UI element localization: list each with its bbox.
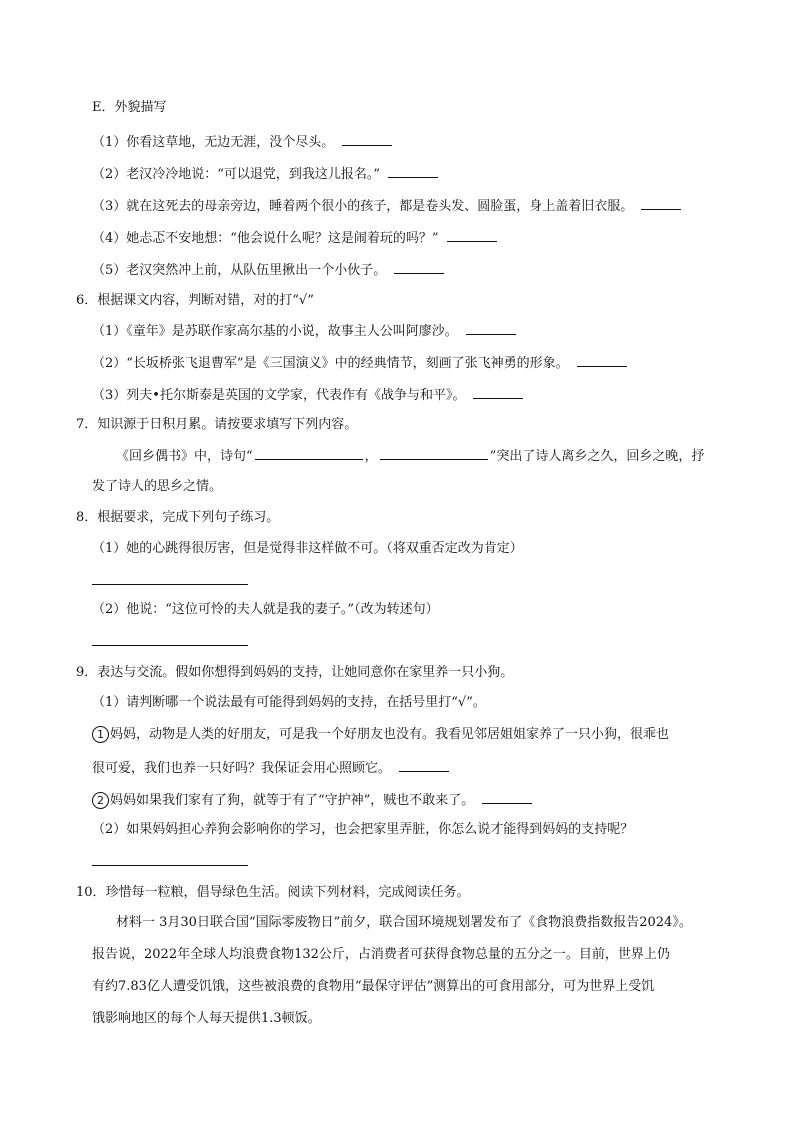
answer-blank[interactable] bbox=[399, 758, 449, 772]
q5-item-3: （3）就在这死去的母亲旁边，睡着两个很小的孩子，都是卷头发、圆脸蛋，身上盖着旧衣服。 bbox=[92, 196, 681, 216]
answer-blank[interactable] bbox=[577, 353, 627, 367]
q5-item-1: （1）你看这草地，无边无涯，没个尽头。 bbox=[92, 132, 392, 152]
q10-material-line-3: 有约7.83亿人遭受饥饿，这些被浪费的食物用“最保守评估”测算出的可食用部分，可为世界上受饥 bbox=[92, 979, 655, 994]
q10-stem: 10．珍惜每一粒粮，倡导绿色生活。阅读下列材料，完成阅读任务。 bbox=[76, 885, 470, 900]
answer-blank[interactable] bbox=[466, 321, 516, 335]
q8-item-2: （2）他说：“这位可怜的夫人就是我的妻子。”（改为转述句） bbox=[92, 602, 439, 617]
answer-line-q8-1[interactable] bbox=[92, 584, 248, 585]
circled-number-2: 2 bbox=[92, 792, 109, 809]
q9-stem: 9．表达与交流。假如你想得到妈妈的支持，让她同意你在家里养一只小狗。 bbox=[76, 665, 514, 680]
q5-item-2: （2）老汉冷冷地说：“可以退党，到我这儿报名。” bbox=[92, 164, 438, 184]
answer-blank[interactable] bbox=[394, 260, 444, 274]
q9-option-1: 1 妈妈，动物是人类的好朋友，可是我一个好朋友也没有。我看见邻居姐姐家养了一只小狗，很乖也 bbox=[92, 726, 669, 744]
answer-blank[interactable] bbox=[473, 385, 523, 399]
q10-material-line-1: 材料一 3月30日联合国“国际零废物日”前夕，联合国环境规划署发布了《食物浪费指数报告2024》。 bbox=[116, 915, 692, 930]
q9-sub-1: （1）请判断哪一个说法最有可能得到妈妈的支持，在括号里打“√”。 bbox=[92, 695, 486, 710]
q6-item-3: （3）列夫•托尔斯泰是英国的文学家，代表作有《战争与和平》。 bbox=[92, 385, 523, 405]
q10-material-line-4: 饿影响地区的每个人每天提供1.3顿饭。 bbox=[92, 1011, 321, 1026]
answer-blank[interactable] bbox=[447, 228, 497, 242]
circled-number-1: 1 bbox=[92, 726, 109, 743]
q6-item-2: （2）“长坂桥张飞退曹军”是《三国演义》中的经典情节，刻画了张飞神勇的形象。 bbox=[92, 353, 627, 373]
answer-blank[interactable] bbox=[641, 196, 681, 210]
poem-blank-1[interactable] bbox=[255, 446, 363, 460]
q8-item-1: （1）她的心跳得很厉害，但是觉得非这样做不可。（将双重否定改为肯定） bbox=[92, 541, 523, 556]
answer-blank[interactable] bbox=[482, 790, 532, 804]
answer-line-q8-2[interactable] bbox=[92, 645, 248, 646]
poem-blank-2[interactable] bbox=[380, 446, 488, 460]
q7-stem: 7．知识源于日积月累。请按要求填写下列内容。 bbox=[76, 417, 358, 432]
answer-line-q9-2[interactable] bbox=[92, 865, 248, 866]
q6-item-1: （1）《童年》是苏联作家高尔基的小说，故事主人公叫阿廖沙。 bbox=[92, 321, 516, 341]
q7-line-2: 发了诗人的思乡之情。 bbox=[92, 479, 223, 494]
q5-item-5: （5）老汉突然冲上前，从队伍里揪出一个小伙子。 bbox=[92, 260, 444, 280]
q5-item-4: （4）她忐忑不安地想：“他会说什么呢？这是闹着玩的吗？” bbox=[92, 228, 497, 248]
answer-blank[interactable] bbox=[342, 132, 392, 146]
q9-option-2: 2 妈妈如果我们家有了狗，就等于有了“守护神”，贼也不敢来了。 bbox=[92, 790, 532, 810]
option-e-label: E．外貌描写 bbox=[92, 100, 167, 115]
q9-sub-2: （2）如果妈妈担心养狗会影响你的学习，也会把家里弄脏，你怎么说才能得到妈妈的支持呢？ bbox=[92, 822, 634, 837]
q7-line-1: 《回乡偶书》中，诗句“ ， ”突出了诗人离乡之久，回乡之晚，抒 bbox=[116, 446, 704, 466]
answer-blank[interactable] bbox=[388, 164, 438, 178]
q6-stem: 6．根据课文内容，判断对错，对的打“√” bbox=[76, 293, 314, 308]
q8-stem: 8．根据要求，完成下列句子练习。 bbox=[76, 510, 280, 525]
q10-material-line-2: 报告说，2022年全球人均浪费食物132公斤，占消费者可获得食物总量的五分之一。目前，世界上仍 bbox=[92, 947, 670, 962]
q9-option-1-cont: 很可爱，我们也养一只好吗？我保证会用心照顾它。 bbox=[92, 758, 449, 778]
